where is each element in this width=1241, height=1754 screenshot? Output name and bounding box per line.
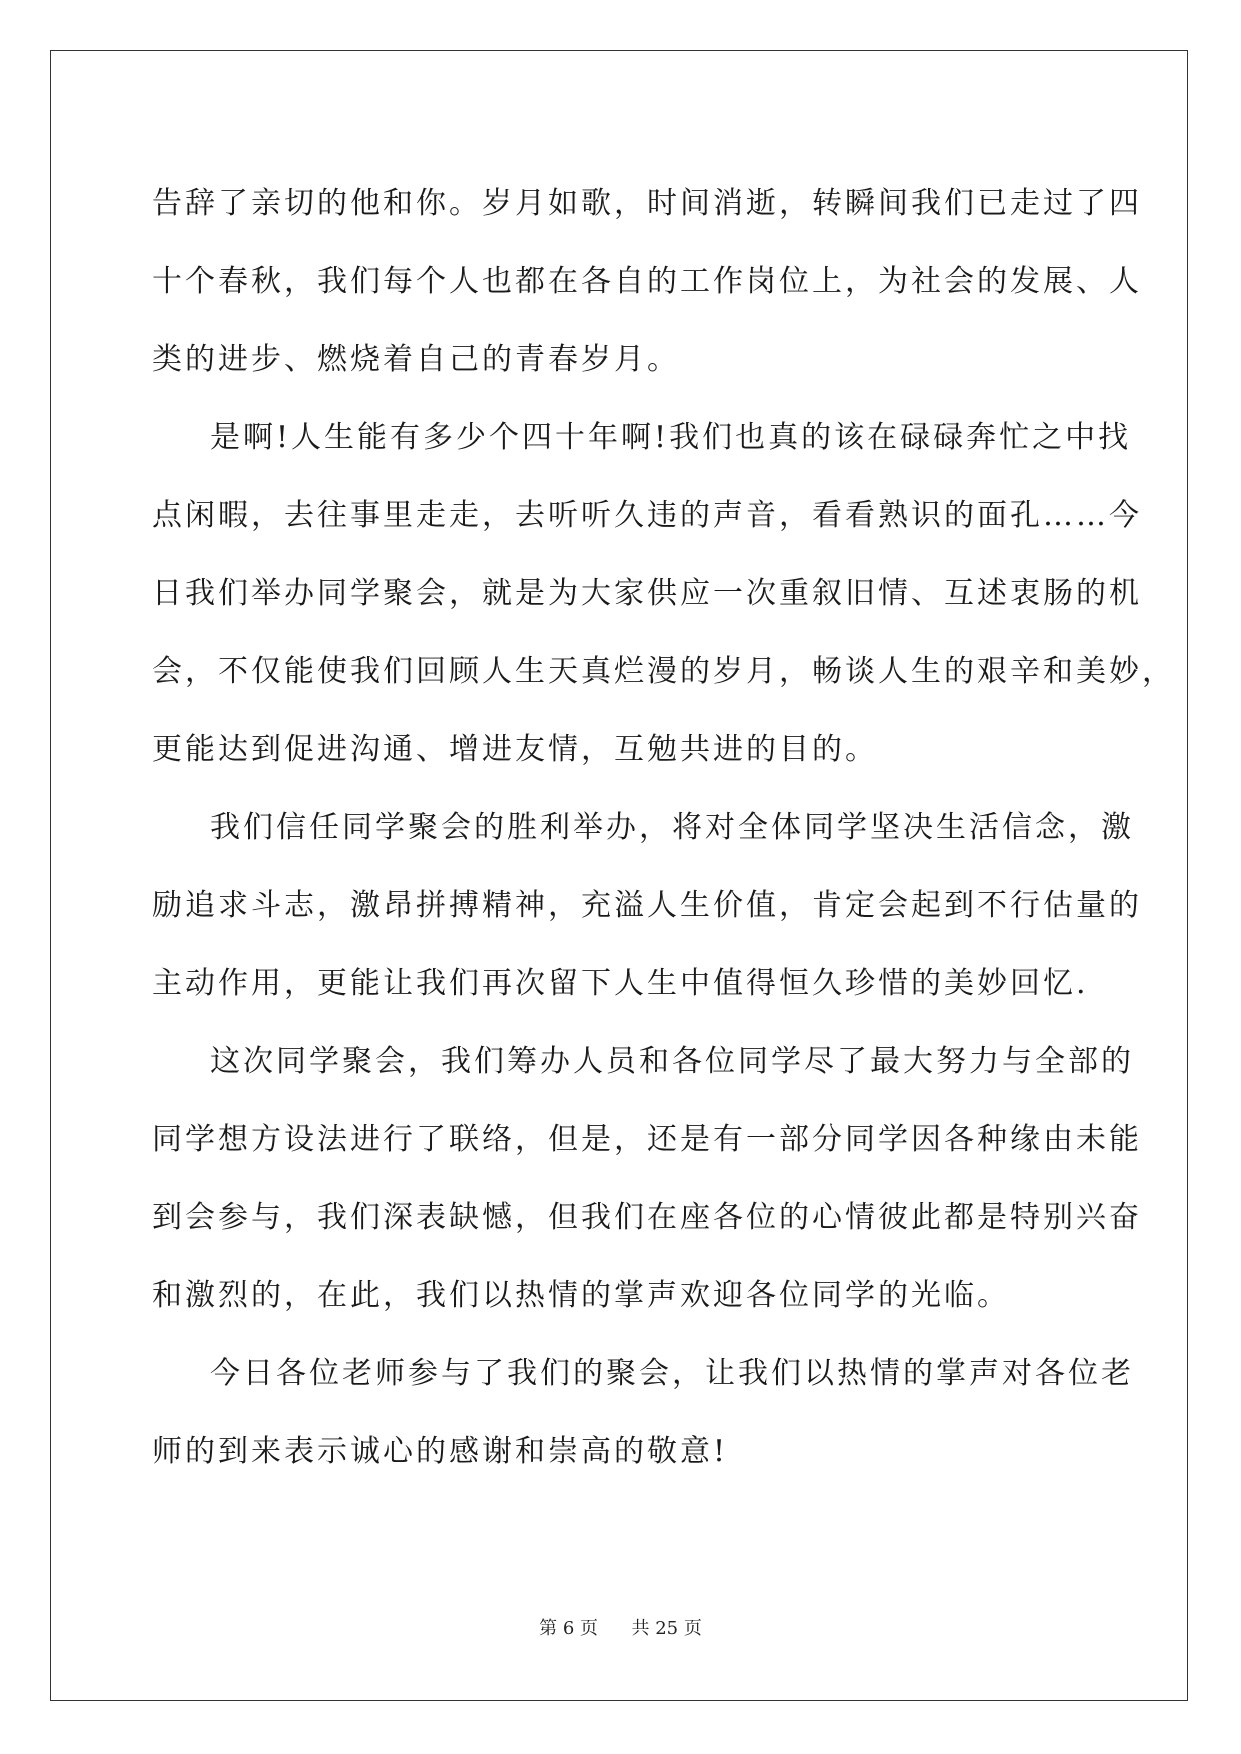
page-total: 共 25 页 — [631, 1618, 702, 1639]
text-line: 这次同学聚会，我们筹办人员和各位同学尽了最大努力与全部的 — [210, 1044, 1134, 1079]
paragraph-4 — [152, 1023, 1142, 1335]
text-line: 是啊!人生能有多少个四十年啊!我们也真的该在碌碌奔忙之中找 — [210, 420, 1132, 455]
text-line: 会，不仅能使我们回顾人生天真烂漫的岁月，畅谈人生的艰辛和美妙， — [152, 654, 1175, 689]
text-line: 和激烈的，在此，我们以热情的掌声欢迎各位同学的光临。 — [152, 1278, 1010, 1313]
text-line: 师的到来表示诚心的感谢和崇高的敬意! — [152, 1434, 729, 1469]
page-number: 第 6 页 — [539, 1618, 599, 1639]
document-body — [152, 165, 1175, 1491]
text-line: 日我们举办同学聚会，就是为大家供应一次重叙旧情、互述衷肠的机 — [152, 576, 1142, 611]
text-line: 到会参与，我们深表缺憾，但我们在座各位的心情彼此都是特别兴奋 — [152, 1200, 1142, 1235]
paragraph-1 — [152, 165, 1142, 399]
paragraph-5 — [152, 1335, 1134, 1491]
text-line: 励追求斗志，激昂拼搏精神，充溢人生价值，肯定会起到不行估量的 — [152, 888, 1142, 923]
text-line: 今日各位老师参与了我们的聚会，让我们以热情的掌声对各位老 — [210, 1356, 1134, 1391]
text-line: 类的进步、燃烧着自己的青春岁月。 — [152, 342, 680, 377]
paragraph-3 — [152, 789, 1142, 1023]
paragraph-2 — [152, 399, 1175, 789]
text-line: 主动作用，更能让我们再次留下人生中值得恒久珍惜的美妙回忆. — [152, 966, 1089, 1001]
text-line: 我们信任同学聚会的胜利举办，将对全体同学坚决生活信念，激 — [210, 810, 1134, 845]
text-line: 更能达到促进沟通、增进友情，互勉共进的目的。 — [152, 732, 878, 767]
text-line: 告辞了亲切的他和你。岁月如歌，时间消逝，转瞬间我们已走过了四 — [152, 186, 1142, 221]
text-line: 同学想方设法进行了联络，但是，还是有一部分同学因各种缘由未能 — [152, 1122, 1142, 1157]
text-line: 点闲暇，去往事里走走，去听听久违的声音，看看熟识的面孔……今 — [152, 498, 1142, 533]
text-line: 十个春秋，我们每个人也都在各自的工作岗位上，为社会的发展、人 — [152, 264, 1142, 299]
page-footer — [0, 1614, 1241, 1640]
